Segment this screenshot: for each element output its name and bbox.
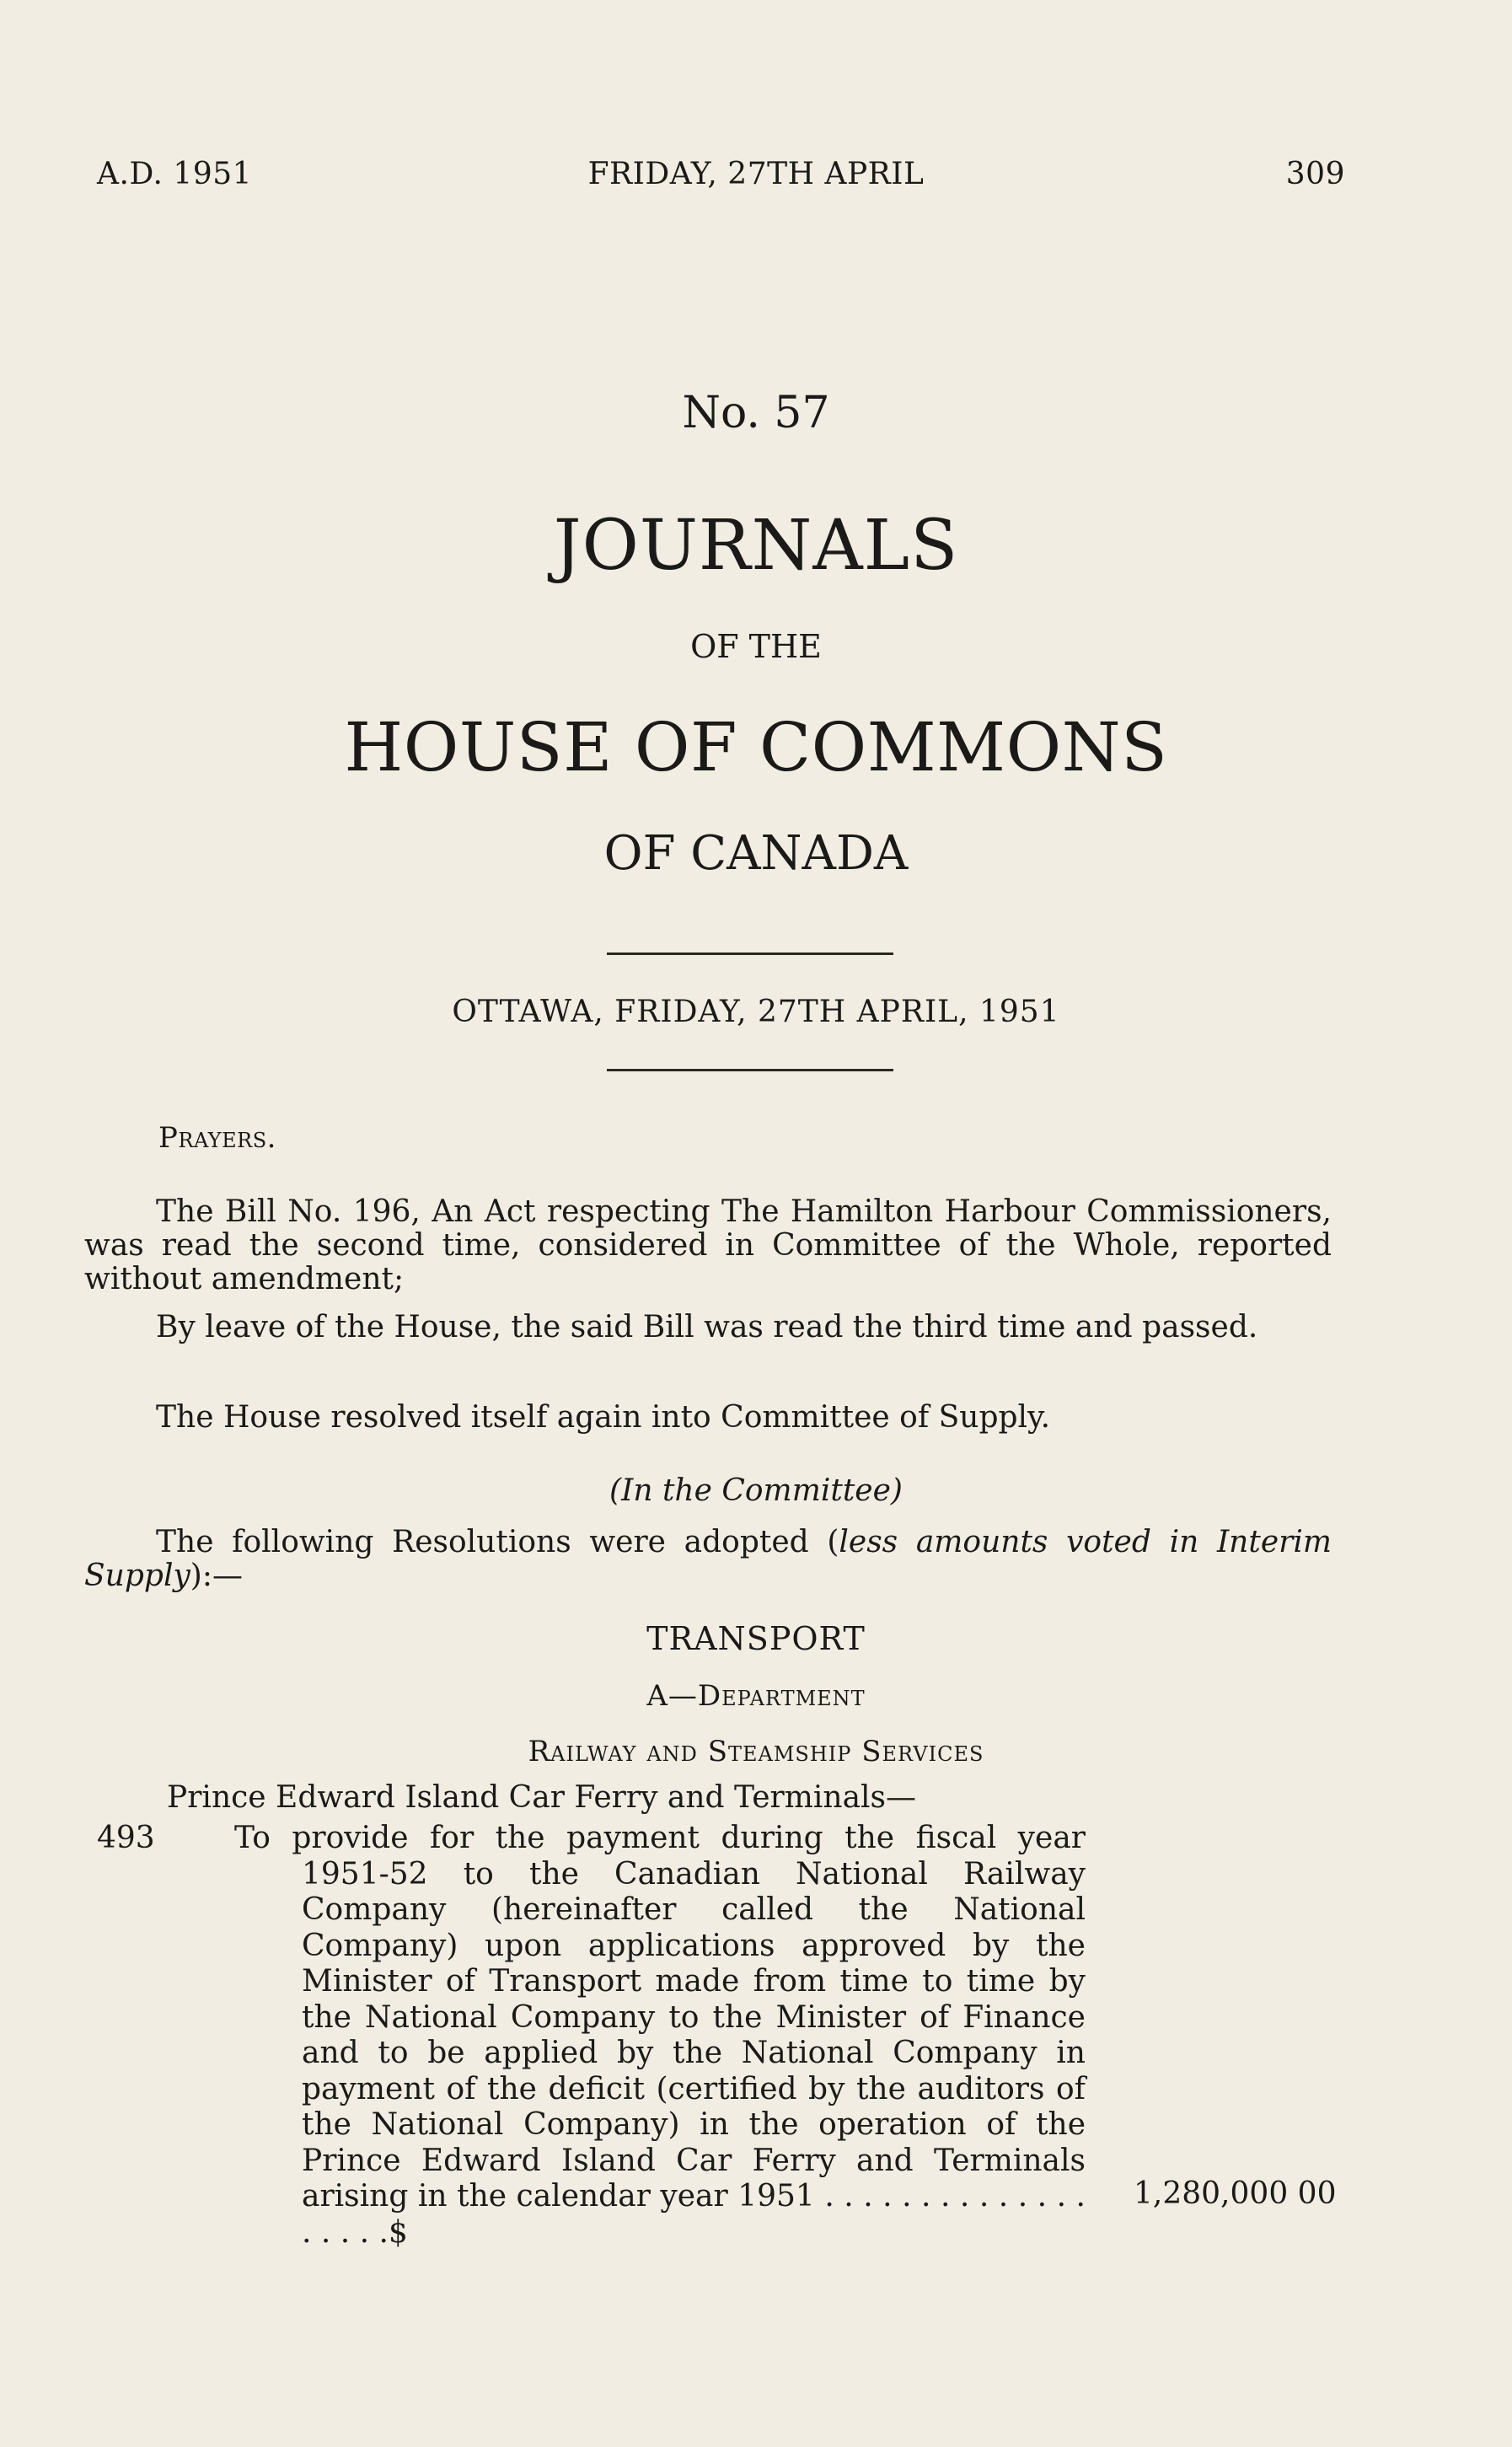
house-paragraph: The House resolved itself again into Committee of Supply.: [156, 1400, 1051, 1435]
department-heading: A—Department: [646, 1679, 866, 1713]
bill-paragraph-text: The Bill No. 196, An Act respecting The Hamilton Harbour Commissioners, was read the second time, considered in Committee of the Whole, reported without amendment;: [84, 1194, 1332, 1296]
resolutions-tail: ):—: [190, 1559, 243, 1593]
vote-description-text: To provide for the payment during the fiscal year 1951-52 to the Canadian National Railway Company (hereinafter called the National Company) upon applications approved by the Minister of Transport made from time to time by the National Company to the Minister of Finance and to be applied by the National Company in payment of the deficit (certified by the auditors of the National Company) in the operation of the Prince Edward Island Car Ferry and Terminals arising in the calendar year 1951 . . . . . . . . . . . . . . . . . . .$: [234, 1821, 1086, 2250]
vote-description: [234, 1821, 1086, 2251]
vote-number: 493: [97, 1821, 155, 1855]
page-number: 309: [1285, 157, 1345, 191]
transport-heading: TRANSPORT: [646, 1620, 866, 1657]
journals-title: JOURNALS: [553, 506, 959, 586]
resolutions-paragraph: [84, 1526, 1332, 1593]
of-canada-line: OF CANADA: [603, 826, 909, 881]
branch-heading: Railway and Steamship Services: [528, 1735, 984, 1768]
rule-divider-bottom: [607, 1069, 893, 1071]
running-head-date: FRIDAY, 27TH APRIL: [587, 157, 925, 191]
vote-amount: 1,280,000 00: [1134, 2176, 1337, 2211]
leave-paragraph: By leave of the House, the said Bill was read the third time and passed.: [156, 1310, 1258, 1344]
rule-divider-top: [607, 953, 893, 955]
resolutions-italic: less amounts voted in Interim Supply: [84, 1525, 1332, 1593]
running-head-year: A.D. 1951: [97, 157, 253, 191]
journal-number: No. 57: [682, 388, 830, 438]
committee-note: (In the Committee): [609, 1473, 903, 1508]
bill-paragraph: [84, 1195, 1332, 1296]
house-of-commons-title: HOUSE OF COMMONS: [344, 708, 1168, 786]
prayers-heading: Prayers.: [158, 1121, 276, 1155]
dateline: OTTAWA, FRIDAY, 27TH APRIL, 1951: [452, 995, 1060, 1029]
of-the-line: OF THE: [690, 628, 822, 665]
subheading: Prince Edward Island Car Ferry and Terminals—: [167, 1780, 917, 1815]
resolutions-lead: The following Resolutions were adopted (: [156, 1525, 839, 1559]
